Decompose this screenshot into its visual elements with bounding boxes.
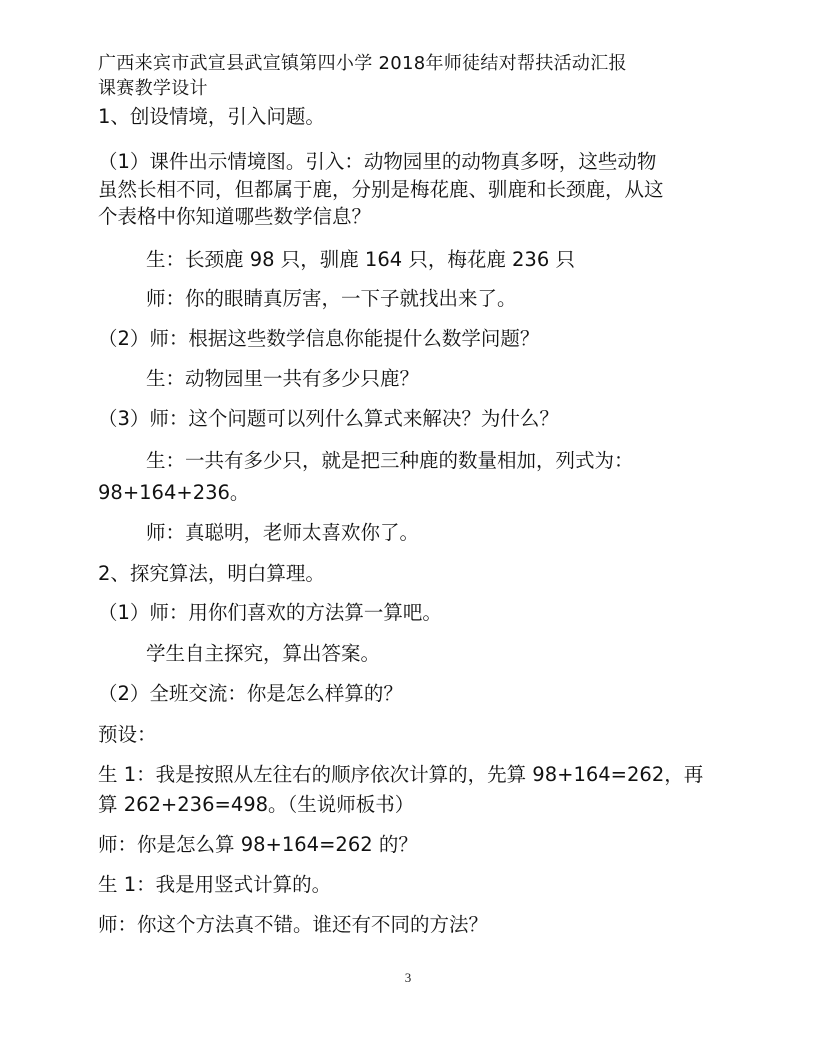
dialogue-line: 师：真聪明，老师太喜欢你了。 [146,521,420,544]
paragraph-line: 虽然长相不同，但都属于鹿，分别是梅花鹿、驯鹿和长颈鹿，从这 [98,178,664,201]
paragraph-line: 预设： [98,723,157,746]
page-number: 3 [404,970,412,985]
header-line-2: 课赛教学设计 [98,78,208,99]
dialogue-line: 算 262+236=498。（生说师板书） [98,793,415,816]
paragraph-line: （1）师：用你们喜欢的方法算一算吧。 [98,601,442,624]
paragraph-line: （3）师：这个问题可以列什么算式来解决？为什么？ [98,407,559,430]
paragraph-line: 学生自主探究，算出答案。 [146,642,381,665]
paragraph-line: （2）全班交流：你是怎么样算的？ [98,682,403,705]
dialogue-line: 生 1：我是按照从左往右的顺序依次计算的，先算 98+164=262，再 [98,763,704,786]
dialogue-line: 生：动物园里一共有多少只鹿？ [146,367,420,390]
paragraph-line: （2）师：根据这些数学信息你能提什么数学问题？ [98,327,540,350]
dialogue-line: 生：一共有多少只，就是把三种鹿的数量相加，列式为： [146,449,634,472]
section-heading-1: 1、创设情境，引入问题。 [98,105,325,128]
section-heading-2: 2、探究算法，明白算理。 [98,562,325,585]
formula-line: 98+164+236。 [98,481,250,504]
paragraph-line: 个表格中你知道哪些数学信息？ [98,205,372,228]
dialogue-line: 生：长颈鹿 98 只，驯鹿 164 只，梅花鹿 236 只 [146,248,575,271]
dialogue-line: 师：你是怎么算 98+164=262 的？ [98,833,418,856]
header-line-1: 广西来宾市武宣县武宣镇第四小学 2018年师徒结对帮扶活动汇报 [98,53,627,74]
dialogue-line: 师：你的眼睛真厉害，一下子就找出来了。 [146,287,517,310]
paragraph-line: （1）课件出示情境图。引入：动物园里的动物真多呀，这些动物 [98,150,657,173]
dialogue-line: 师：你这个方法真不错。谁还有不同的方法？ [98,913,489,936]
dialogue-line: 生 1：我是用竖式计算的。 [98,873,332,896]
